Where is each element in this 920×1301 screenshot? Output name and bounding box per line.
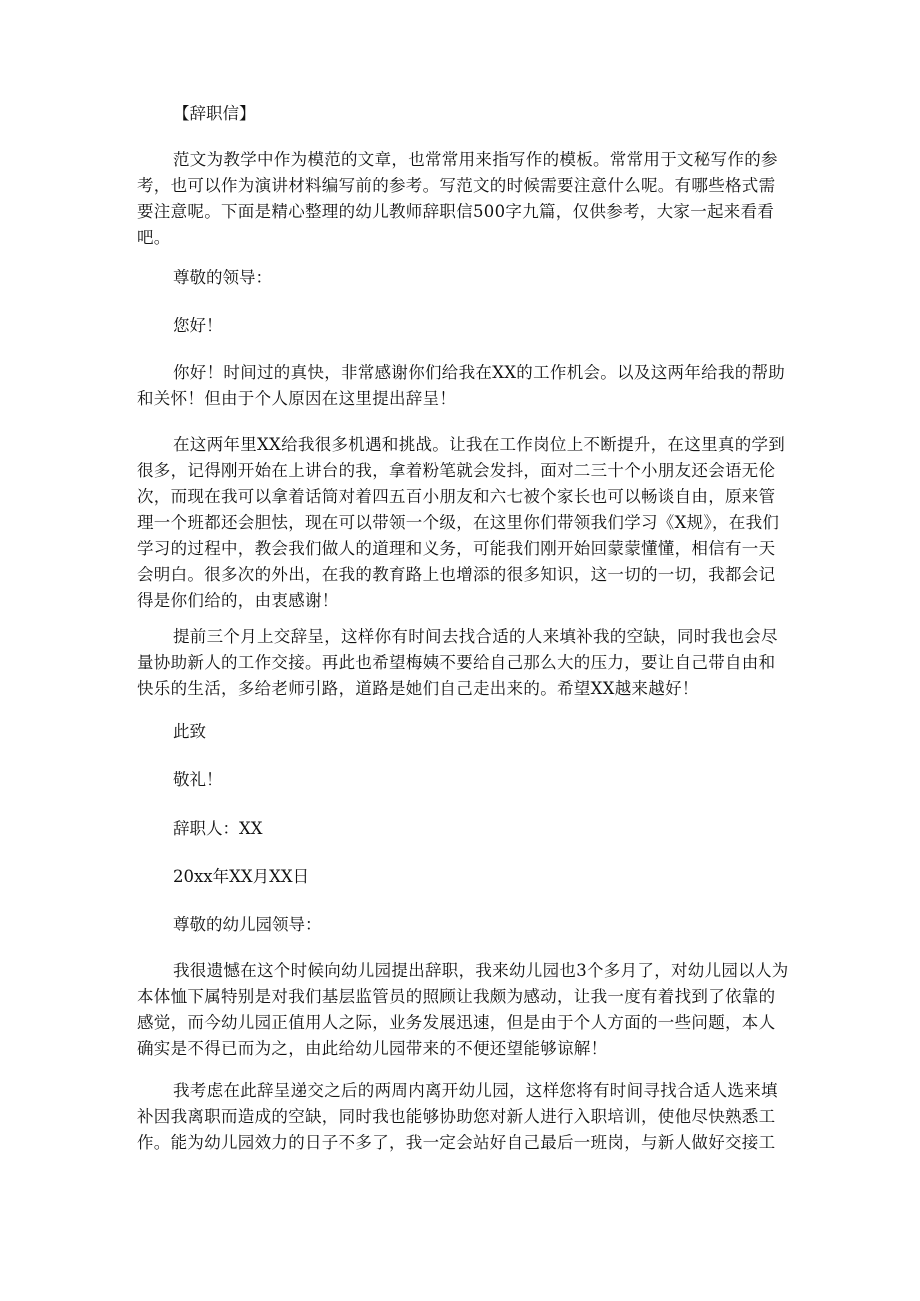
letter2-paragraph-2: 我考虑在此辞呈递交之后的两周内离开幼儿园，这样您将有时间寻找合适人选来填补因我离职而造成的空缺，同时我也能够协助您对新人进行入职培训，使他尽快熟悉工作。能为幼儿园效力的日子不多了，我一定会站好自己最后一班岗，与新人做好交接工 xyxy=(137,1081,778,1152)
letter1-salutation: 尊敬的领导： xyxy=(173,268,272,287)
letter1-paragraph-2: 在这两年里XX给我很多机遇和挑战。让我在工作岗位上不断提升，在这里真的学到很多，记得刚开始在上讲台的我，拿着粉笔就会发抖，面对二三十个小朋友还会语无伦次，而现在我可以拿着话筒对着四五百小朋友和六七被个家长也可以畅谈自由，原来管理一个班都还会胆怯，现在可以带领一个级，在这里你们带领我们学习《X规》，在我们学习的过程中，教会我们做人的道理和义务，可能我们刚开始回蒙蒙懂懂，相信有一天会明白。很多次的外出，在我的教育路上也增添的很多知识，这一切的一切，我都会记得是你们给的，由衷感谢！ xyxy=(137,435,786,610)
intro-paragraph: 范文为教学中作为模范的文章，也常常用来指写作的模板。常常用于文秘写作的参考，也可以作为演讲材料编写前的参考。写范文的时候需要注意什么呢。有哪些格式需要注意呢。下面是精心整理的幼儿教师辞职信500字九篇，仅供参考，大家一起来看看吧。 xyxy=(137,150,778,247)
letter2-paragraph-1: 我很遗憾在这个时候向幼儿园提出辞职，我来幼儿园也3个多月了，对幼儿园以人为本体恤下属特别是对我们基层监管员的照顾让我颇为感动，让我一度有着找到了依靠的感觉，而今幼儿园正值用人之际，业务发展迅速，但是由于个人方面的一些问题，本人确实是不得已而为之，由此给幼儿园带来的不便还望能够谅解！ xyxy=(137,961,789,1058)
letter1-signer: 辞职人：XX xyxy=(173,819,263,838)
letter1-closing-1: 此致 xyxy=(173,722,206,741)
letter1-date: 20xx年XX月XX日 xyxy=(173,867,310,886)
letter1-greeting: 您好！ xyxy=(173,316,223,335)
letter2-salutation: 尊敬的幼儿园领导： xyxy=(173,915,322,934)
letter1-closing-2: 敬礼！ xyxy=(173,770,223,789)
letter1-paragraph-3: 提前三个月上交辞呈，这样你有时间去找合适的人来填补我的空缺，同时我也会尽量协助新人的工作交接。再此也希望梅姨不要给自己那么大的压力，要让自己带自由和快乐的生活，多给老师引路，道路是她们自己走出来的。希望XX越来越好！ xyxy=(137,627,778,698)
letter1-paragraph-1: 你好！时间过的真快，非常感谢你们给我在XX的工作机会。以及这两年给我的帮助和关怀！但由于个人原因在这里提出辞呈！ xyxy=(137,363,786,408)
document-title: 【辞职信】 xyxy=(173,104,256,123)
